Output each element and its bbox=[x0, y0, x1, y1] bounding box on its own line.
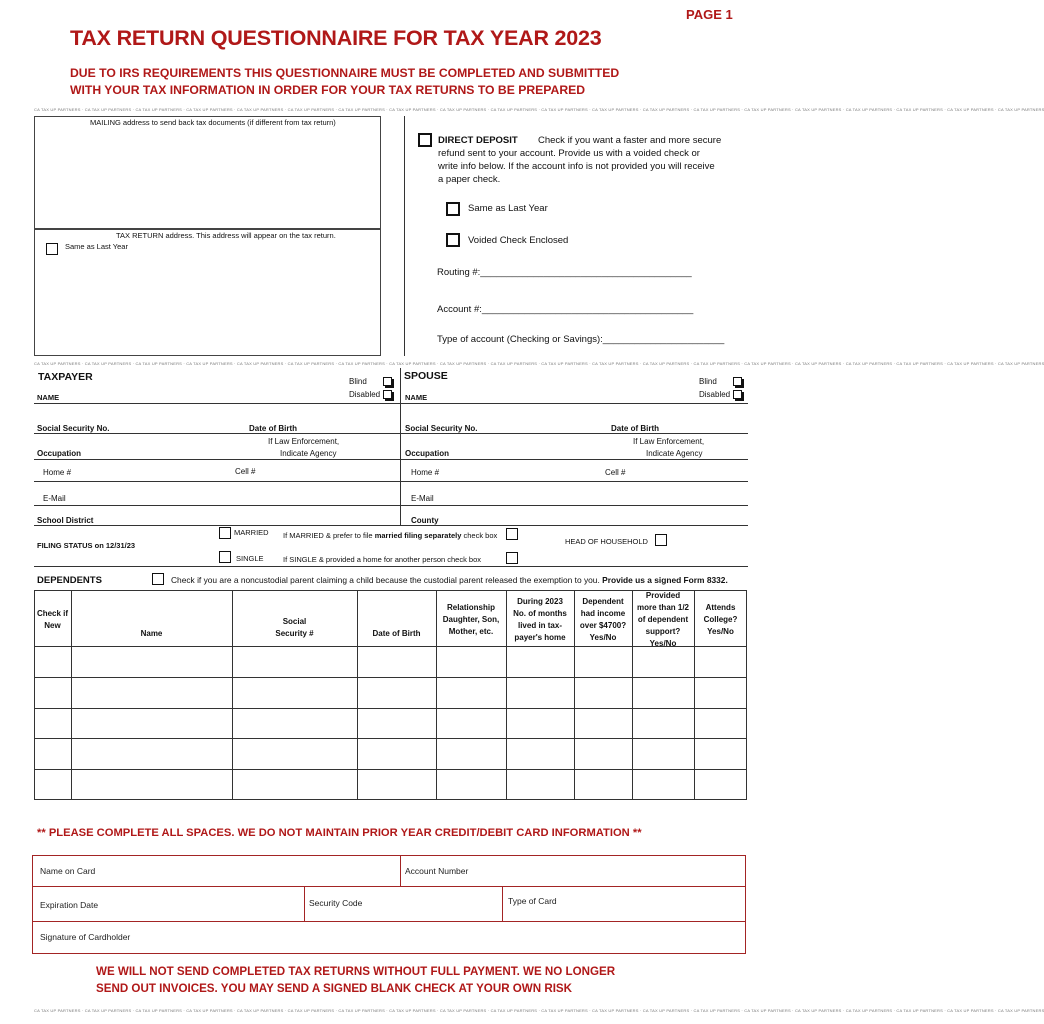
dependents-header-cell bbox=[71, 628, 232, 640]
direct-deposit-checkbox[interactable] bbox=[418, 133, 432, 147]
voided-check-checkbox[interactable] bbox=[446, 233, 460, 247]
address-same-as-last-year-label: Same as Last Year bbox=[65, 242, 128, 251]
taxpayer-cell-label: Cell # bbox=[235, 467, 256, 476]
single-home-checkbox[interactable] bbox=[506, 552, 518, 564]
taxpayer-disabled-checkbox[interactable] bbox=[383, 390, 392, 399]
dependents-header-line: Check if bbox=[36, 609, 69, 618]
dependent-input-cell[interactable] bbox=[633, 647, 694, 677]
filing-status-label: FILING STATUS on 12/31/23 bbox=[37, 541, 136, 550]
taxpayer-home-label: Home # bbox=[43, 468, 72, 477]
married-checkbox[interactable] bbox=[219, 527, 231, 539]
dependent-input-cell[interactable] bbox=[437, 709, 506, 739]
dependent-new-checkbox-cell[interactable] bbox=[35, 647, 71, 677]
taxpayer-dob-label: Date of Birth bbox=[249, 424, 297, 433]
mailing-address-box[interactable] bbox=[34, 116, 381, 229]
dependents-header-line: Relationship bbox=[446, 603, 495, 612]
expiration-date-field[interactable]: Expiration Date bbox=[40, 900, 99, 910]
dependents-heading: DEPENDENTS bbox=[37, 575, 102, 586]
dependents-header-line: of dependent bbox=[637, 615, 689, 624]
dependents-header-cell bbox=[506, 596, 574, 644]
dependent-input-cell[interactable] bbox=[72, 647, 232, 677]
card-vline-3 bbox=[502, 886, 503, 921]
type-of-card-field[interactable]: Type of Card bbox=[508, 896, 557, 906]
dependents-header-line: had income bbox=[580, 609, 626, 618]
spouse-law-label-1: If Law Enforcement, bbox=[633, 437, 705, 446]
dependent-input-cell[interactable] bbox=[575, 647, 632, 677]
taxpayer-law-label-1: If Law Enforcement, bbox=[268, 437, 340, 446]
account-type-field[interactable]: Type of account (Checking or Savings):_______________________ bbox=[437, 334, 725, 345]
noncustodial-note-bold: Provide us a signed Form 8332. bbox=[602, 575, 728, 585]
dependent-input-cell[interactable] bbox=[72, 770, 232, 800]
dependent-input-cell[interactable] bbox=[507, 739, 574, 769]
subtitle-line-2: WITH YOUR TAX INFORMATION IN ORDER FOR YOUR TAX RETURNS TO BE PREPARED bbox=[70, 83, 586, 97]
taxpayer-ssn-label: Social Security No. bbox=[37, 424, 110, 433]
dependents-header-cell bbox=[694, 602, 747, 638]
dependents-header-line: Yes/No bbox=[649, 639, 677, 648]
dependents-header-line: Yes/No bbox=[589, 633, 617, 642]
deposit-same-as-last-year-label: Same as Last Year bbox=[468, 203, 548, 214]
dependent-input-cell[interactable] bbox=[507, 770, 574, 800]
direct-deposit-text-4: a paper check. bbox=[438, 174, 501, 185]
dependent-input-cell[interactable] bbox=[233, 678, 357, 708]
dependents-header-cell bbox=[436, 602, 506, 638]
personal-line-1 bbox=[34, 403, 748, 404]
married-note-bold: married filing separately bbox=[374, 531, 462, 540]
dependent-new-checkbox-cell[interactable] bbox=[35, 678, 71, 708]
dependent-input-cell[interactable] bbox=[72, 739, 232, 769]
dependent-input-cell[interactable] bbox=[358, 739, 436, 769]
card-notice: ** PLEASE COMPLETE ALL SPACES. WE DO NOT MAINTAIN PRIOR YEAR CREDIT/DEBIT CARD INFORMATION ** bbox=[37, 827, 642, 839]
dependent-input-cell[interactable] bbox=[695, 709, 747, 739]
dependents-header-line: over $4700? bbox=[579, 621, 627, 630]
taxpayer-spouse-divider bbox=[400, 368, 401, 525]
dependent-new-checkbox-cell[interactable] bbox=[35, 770, 71, 800]
noncustodial-note-text: Check if you are a noncustodial parent claiming a child because the custodial parent released the exemption to you. bbox=[171, 575, 600, 585]
dependent-input-cell[interactable] bbox=[695, 678, 747, 708]
dependents-header-line: more than 1/2 bbox=[636, 603, 689, 612]
name-on-card-field[interactable]: Name on Card bbox=[40, 866, 96, 876]
taxpayer-email-label: E-Mail bbox=[43, 494, 66, 503]
dependents-header-cell bbox=[232, 616, 357, 640]
dependents-header-line: Attends bbox=[705, 603, 736, 612]
spouse-blind-checkbox[interactable] bbox=[733, 377, 742, 386]
personal-line-2 bbox=[34, 433, 748, 434]
dependent-input-cell[interactable] bbox=[633, 678, 694, 708]
dependent-input-cell[interactable] bbox=[358, 770, 436, 800]
dependents-header-line: During 2023 bbox=[517, 597, 563, 606]
dependents-header-cell bbox=[574, 596, 632, 644]
dependent-input-cell[interactable] bbox=[507, 647, 574, 677]
dependent-input-cell[interactable] bbox=[233, 709, 357, 739]
address-same-as-last-year-checkbox[interactable] bbox=[46, 243, 58, 255]
dependent-input-cell[interactable] bbox=[507, 678, 574, 708]
dependent-input-cell[interactable] bbox=[358, 678, 436, 708]
spouse-heading: SPOUSE bbox=[404, 370, 448, 382]
dependents-header-line: Yes/No bbox=[707, 627, 734, 636]
spouse-cell-label: Cell # bbox=[605, 468, 626, 477]
taxpayer-heading: TAXPAYER bbox=[38, 371, 93, 383]
dependent-input-cell[interactable] bbox=[72, 709, 232, 739]
dependents-header-line: Name bbox=[140, 629, 163, 638]
dependent-input-cell[interactable] bbox=[233, 647, 357, 677]
dependent-input-cell[interactable] bbox=[437, 678, 506, 708]
personal-line-6 bbox=[34, 525, 748, 526]
dependent-input-cell[interactable] bbox=[633, 739, 694, 769]
dependents-header-line: Mother, etc. bbox=[448, 627, 494, 636]
spouse-ssn-label: Social Security No. bbox=[405, 424, 478, 433]
dependent-input-cell[interactable] bbox=[575, 709, 632, 739]
card-vline-1 bbox=[400, 855, 401, 886]
direct-deposit-title: DIRECT DEPOSIT bbox=[438, 135, 518, 146]
spouse-disabled-checkbox[interactable] bbox=[733, 390, 742, 399]
dependent-input-cell[interactable] bbox=[72, 678, 232, 708]
personal-line-5 bbox=[34, 505, 748, 506]
married-note-pre: If MARRIED & prefer to file bbox=[283, 531, 375, 540]
single-checkbox[interactable] bbox=[219, 551, 231, 563]
dependent-input-cell[interactable] bbox=[695, 739, 747, 769]
footer-line-2: SEND OUT INVOICES. YOU MAY SEND A SIGNED BLANK CHECK AT YOUR OWN RISK bbox=[96, 982, 573, 995]
spouse-home-label: Home # bbox=[411, 468, 440, 477]
personal-line-3 bbox=[34, 459, 748, 460]
dependent-input-cell[interactable] bbox=[575, 770, 632, 800]
dependent-input-cell[interactable] bbox=[233, 770, 357, 800]
dependents-header-line: No. of months bbox=[513, 609, 567, 618]
married-filing-separately-checkbox[interactable] bbox=[506, 528, 518, 540]
dependents-header-line: payer's home bbox=[514, 633, 566, 642]
spouse-dob-label: Date of Birth bbox=[611, 424, 659, 433]
spouse-occupation-label: Occupation bbox=[405, 449, 450, 458]
dependents-header-line: Dependent bbox=[582, 597, 624, 606]
security-code-field[interactable]: Security Code bbox=[309, 898, 363, 908]
single-note: If SINGLE & provided a home for another person check box bbox=[283, 555, 482, 564]
head-of-household-checkbox[interactable] bbox=[655, 534, 667, 546]
spouse-blind-label: Blind bbox=[699, 377, 717, 386]
taxpayer-occupation-label: Occupation bbox=[37, 449, 82, 458]
mailing-address-label: MAILING address to send back tax documents (if different from tax return) bbox=[90, 118, 336, 127]
taxpayer-law-label-2: Indicate Agency bbox=[280, 449, 337, 458]
head-of-household-label: HEAD OF HOUSEHOLD bbox=[565, 537, 648, 546]
deposit-same-as-last-year-checkbox[interactable] bbox=[446, 202, 460, 216]
tax-return-address-label: TAX RETURN address. This address will appear on the tax return. bbox=[116, 231, 336, 240]
dependent-input-cell[interactable] bbox=[633, 709, 694, 739]
dependent-input-cell[interactable] bbox=[233, 739, 357, 769]
dependent-input-cell[interactable] bbox=[437, 647, 506, 677]
dependents-header-line: Provided bbox=[645, 591, 681, 600]
noncustodial-note bbox=[171, 575, 728, 585]
dependents-table bbox=[34, 590, 747, 800]
dependents-header-line: College? bbox=[703, 615, 738, 624]
dependents-header-line: New bbox=[44, 621, 61, 630]
direct-deposit-divider bbox=[404, 116, 405, 356]
dependent-input-cell[interactable] bbox=[575, 678, 632, 708]
card-line-2 bbox=[32, 921, 746, 922]
dependents-header-line: Social bbox=[282, 617, 307, 626]
divider-top: CA TAX UP PARTNERS · CA TAX UP PARTNERS · CA TAX UP PARTNERS · CA TAX UP PARTNERS · CA TAX UP PARTNERS · CA TAX UP PARTNERS · CA TAX UP PARTNERS · CA TAX UP PARTNERS · CA TAX UP PARTNERS · CA TAX UP PARTNERS · CA TAX UP PARTNERS · CA TAX UP PARTNERS · CA TAX UP PARTNERS · CA TAX UP PARTNERS · CA TAX UP PARTNERS · CA TAX UP PARTNERS · CA TAX UP PARTNERS · CA TAX UP PARTNERS · CA TAX UP PARTNERS · CA TAX UP PARTNERS bbox=[34, 107, 1044, 112]
dependents-header-line: Date of Birth bbox=[372, 629, 421, 638]
taxpayer-blind-label: Blind bbox=[349, 377, 367, 386]
dependent-input-cell[interactable] bbox=[695, 647, 747, 677]
noncustodial-checkbox[interactable] bbox=[152, 573, 164, 585]
dependent-input-cell[interactable] bbox=[358, 647, 436, 677]
married-label: MARRIED bbox=[234, 528, 269, 537]
filing-bottom-line bbox=[34, 566, 748, 567]
dependent-input-cell[interactable] bbox=[695, 770, 747, 800]
dependent-input-cell[interactable] bbox=[633, 770, 694, 800]
subtitle-line-1: DUE TO IRS REQUIREMENTS THIS QUESTIONNAIRE MUST BE COMPLETED AND SUBMITTED bbox=[70, 66, 620, 80]
dependents-header-cell bbox=[357, 628, 436, 640]
dependent-input-cell[interactable] bbox=[358, 709, 436, 739]
divider-bottom: CA TAX UP PARTNERS · CA TAX UP PARTNERS · CA TAX UP PARTNERS · CA TAX UP PARTNERS · CA TAX UP PARTNERS · CA TAX UP PARTNERS · CA TAX UP PARTNERS · CA TAX UP PARTNERS · CA TAX UP PARTNERS · CA TAX UP PARTNERS · CA TAX UP PARTNERS · CA TAX UP PARTNERS · CA TAX UP PARTNERS · CA TAX UP PARTNERS · CA TAX UP PARTNERS · CA TAX UP PARTNERS · CA TAX UP PARTNERS · CA TAX UP PARTNERS · CA TAX UP PARTNERS · CA TAX UP PARTNERS bbox=[34, 1008, 1044, 1013]
account-number-card-field[interactable]: Account Number bbox=[405, 866, 469, 876]
dependents-header-line: support? bbox=[645, 627, 681, 636]
dependent-input-cell[interactable] bbox=[575, 739, 632, 769]
dependent-new-checkbox-cell[interactable] bbox=[35, 709, 71, 739]
dependent-input-cell[interactable] bbox=[437, 739, 506, 769]
page-title: TAX RETURN QUESTIONNAIRE FOR TAX YEAR 2023 bbox=[70, 26, 602, 50]
personal-line-4 bbox=[34, 481, 748, 482]
card-info-box bbox=[32, 855, 746, 954]
dependents-header-cell bbox=[34, 608, 71, 632]
divider-middle: CA TAX UP PARTNERS · CA TAX UP PARTNERS · CA TAX UP PARTNERS · CA TAX UP PARTNERS · CA TAX UP PARTNERS · CA TAX UP PARTNERS · CA TAX UP PARTNERS · CA TAX UP PARTNERS · CA TAX UP PARTNERS · CA TAX UP PARTNERS · CA TAX UP PARTNERS · CA TAX UP PARTNERS · CA TAX UP PARTNERS · CA TAX UP PARTNERS · CA TAX UP PARTNERS · CA TAX UP PARTNERS · CA TAX UP PARTNERS · CA TAX UP PARTNERS · CA TAX UP PARTNERS · CA TAX UP PARTNERS bbox=[34, 361, 1044, 366]
taxpayer-disabled-label: Disabled bbox=[349, 390, 381, 399]
voided-check-label: Voided Check Enclosed bbox=[468, 235, 569, 246]
direct-deposit-text-2: refund sent to your account. Provide us with a voided check or bbox=[438, 148, 700, 159]
signature-field[interactable]: Signature of Cardholder bbox=[40, 932, 131, 942]
married-note-post: check box bbox=[461, 531, 498, 540]
taxpayer-name-label: NAME bbox=[37, 393, 60, 402]
card-line-1 bbox=[32, 886, 746, 887]
dependent-input-cell[interactable] bbox=[437, 770, 506, 800]
dependents-header-line: Security # bbox=[275, 629, 314, 638]
county-label: County bbox=[411, 516, 439, 525]
page-label: PAGE 1 bbox=[686, 7, 733, 22]
spouse-disabled-label: Disabled bbox=[699, 390, 731, 399]
spouse-law-label-2: Indicate Agency bbox=[646, 449, 703, 458]
single-label: SINGLE bbox=[236, 554, 264, 563]
dependents-header-cell bbox=[632, 590, 694, 650]
spouse-email-label: E-Mail bbox=[411, 494, 434, 503]
dependent-new-checkbox-cell[interactable] bbox=[35, 739, 71, 769]
routing-number-field[interactable]: Routing #:________________________________________ bbox=[437, 267, 692, 278]
dependents-header-line: Daughter, Son, bbox=[442, 615, 500, 624]
direct-deposit-text-1: Check if you want a faster and more secure bbox=[538, 135, 722, 146]
school-district-label: School District bbox=[37, 516, 94, 525]
dependents-header-line: lived in tax- bbox=[517, 621, 562, 630]
footer-line-1: WE WILL NOT SEND COMPLETED TAX RETURNS WITHOUT FULL PAYMENT. WE NO LONGER bbox=[96, 965, 616, 978]
direct-deposit-text-3: write info below. If the account info is not provided you will receive bbox=[438, 161, 715, 172]
married-note bbox=[283, 531, 497, 540]
account-number-field[interactable]: Account #:________________________________________ bbox=[437, 304, 694, 315]
spouse-name-label: NAME bbox=[405, 393, 428, 402]
taxpayer-blind-checkbox[interactable] bbox=[383, 377, 392, 386]
card-vline-2 bbox=[304, 886, 305, 921]
dependent-input-cell[interactable] bbox=[507, 709, 574, 739]
